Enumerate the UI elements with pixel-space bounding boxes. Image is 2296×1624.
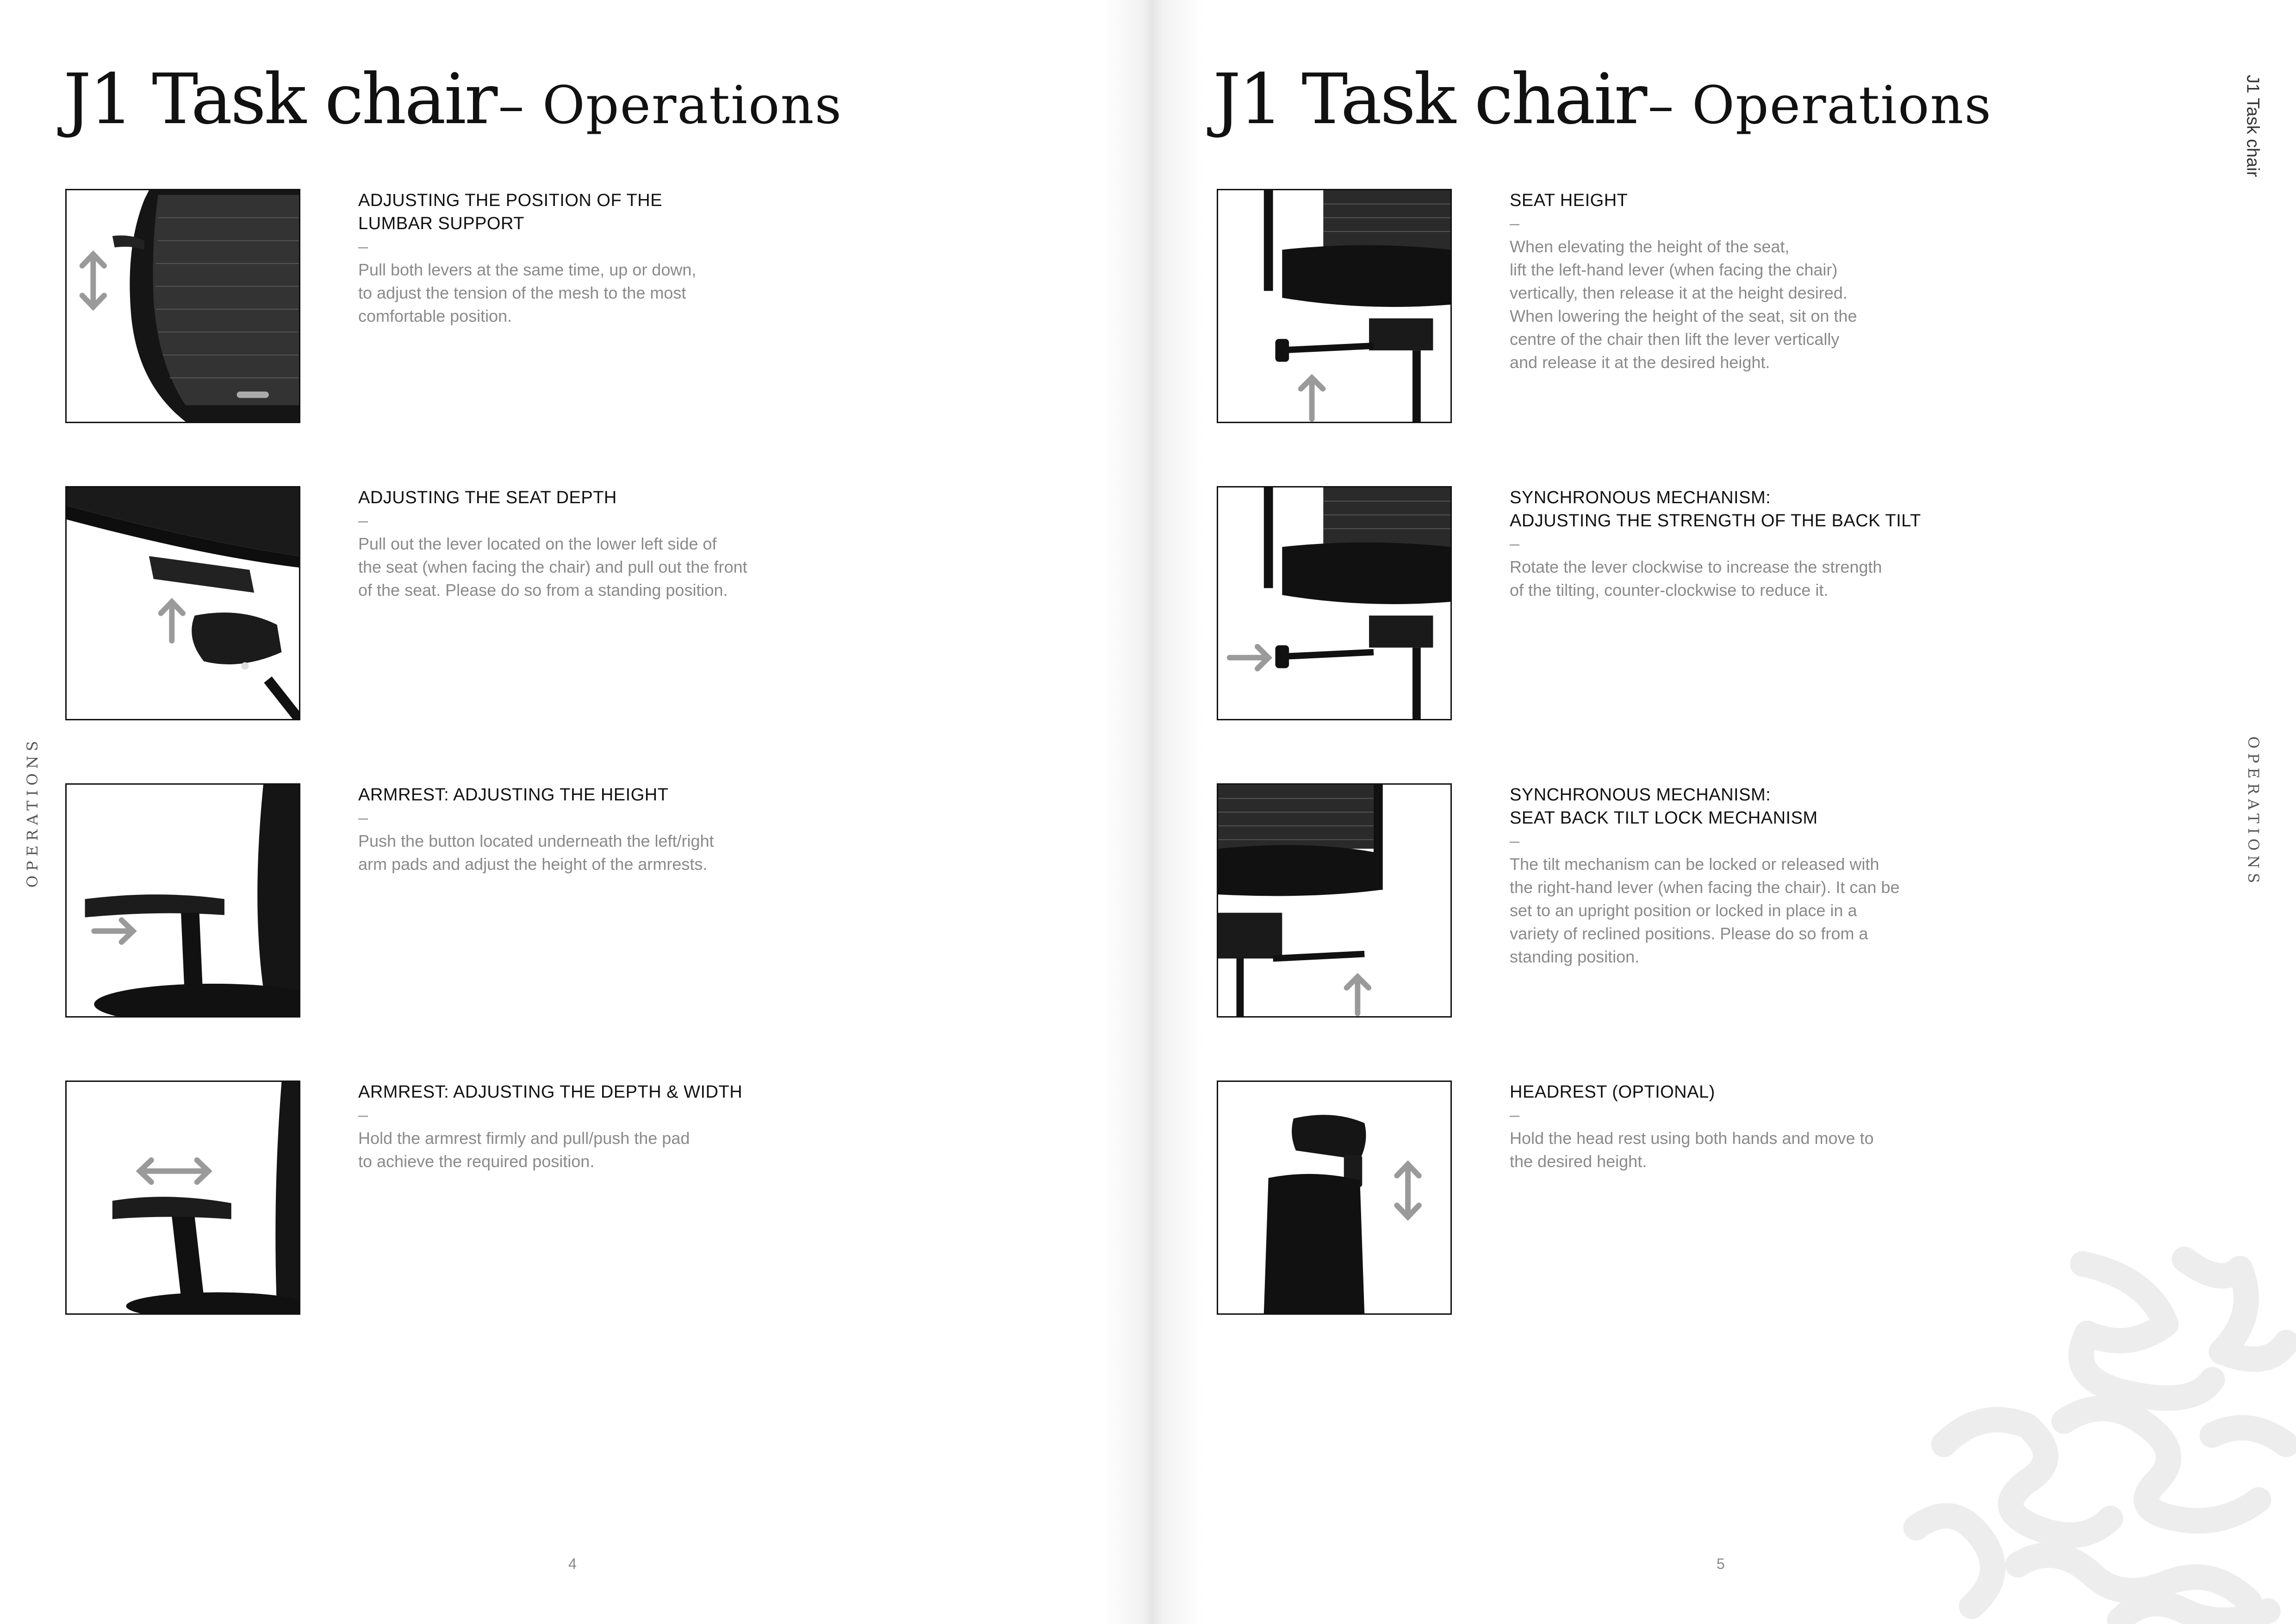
- item-body: Hold the armrest firmly and pull/push the pad to achieve the required position.: [358, 1129, 690, 1171]
- item-body: Pull both levers at the same time, up or down, to adjust the tension of the mesh to the most comfortable position.: [358, 260, 697, 325]
- title-main: J1 Task chair: [1213, 59, 1646, 140]
- side-section-label: OPERATIONS: [2245, 736, 2262, 888]
- item-heading: HEADREST (OPTIONAL): [1510, 1082, 1715, 1102]
- side-section-label: OPERATIONS: [24, 736, 41, 888]
- item-dash: –: [358, 511, 368, 531]
- item-body: Push the button located underneath the left/right arm pads and adjust the height of the armrests.: [358, 831, 714, 874]
- item-dash: –: [358, 1106, 368, 1125]
- title-sub: – Operations: [1648, 75, 1992, 136]
- item-text: [358, 783, 789, 876]
- item-body: Rotate the lever clockwise to increase the strength of the tilting, counter-clockwise to reduce it.: [1510, 557, 1882, 600]
- item-dash: –: [1510, 214, 1520, 233]
- item-heading: SEAT HEIGHT: [1510, 191, 1628, 210]
- item-body: The tilt mechanism can be locked or released with the right-hand lever (when facing the chair). It can be set to an upright position or locked in place in a variety of reclined positions. Please do so from a standing position.: [1510, 855, 1900, 966]
- item-body: Hold the head rest using both hands and move to the desired height.: [1510, 1129, 1874, 1171]
- item-body: Pull out the lever located on the lower left side of the seat (when facing the chair) and pull out the front of the seat. Please do so from a standing position.: [358, 534, 747, 600]
- back-tilt-strength-photo: [1217, 486, 1452, 720]
- item-dash: –: [358, 808, 368, 828]
- running-header: J1 Task chair: [2243, 75, 2263, 177]
- item-text: [358, 486, 789, 602]
- item-heading: ADJUSTING THE POSITION OF THE LUMBAR SUPPORT: [358, 191, 663, 233]
- decorative-lettering-watermark: [1888, 1241, 2296, 1624]
- armrest-height-photo: [65, 783, 300, 1018]
- headrest-photo: [1217, 1081, 1452, 1315]
- item-text: [358, 189, 789, 328]
- chair-back-lumbar-photo: [65, 189, 300, 423]
- item-heading: SYNCHRONOUS MECHANISM: SEAT BACK TILT LOCK MECHANISM: [1510, 785, 1818, 828]
- item-dash: –: [1510, 534, 1520, 554]
- item-dash: –: [1510, 1106, 1520, 1125]
- title-sub: – Operations: [498, 75, 843, 136]
- item-dash: –: [358, 237, 368, 256]
- item-body: When elevating the height of the seat, lift the left-hand lever (when facing the chair) vertically, then release it at the height desired. When lowering the height of the seat, sit on the centre of the chair then lift the lever vertically and release it at the desired height.: [1510, 237, 1857, 372]
- item-text: [1510, 189, 1940, 374]
- tilt-lock-lever-photo: [1217, 783, 1452, 1018]
- item-dash: –: [1510, 831, 1520, 851]
- seat-height-lever-photo: [1217, 189, 1452, 423]
- title-main: J1 Task chair: [63, 59, 496, 140]
- item-heading: SYNCHRONOUS MECHANISM: ADJUSTING THE STRENGTH OF THE BACK TILT: [1510, 488, 1921, 531]
- page-number: 5: [1717, 1555, 1725, 1572]
- item-heading: ADJUSTING THE SEAT DEPTH: [358, 488, 617, 507]
- item-heading: ARMREST: ADJUSTING THE HEIGHT: [358, 785, 669, 805]
- page-number: 4: [568, 1555, 577, 1572]
- item-text: [358, 1081, 789, 1173]
- item-text: [1510, 783, 1940, 968]
- item-heading: ARMREST: ADJUSTING THE DEPTH & WIDTH: [358, 1082, 743, 1102]
- armrest-depth-photo: [65, 1081, 300, 1315]
- item-text: [1510, 1081, 1940, 1173]
- page-title: [63, 59, 842, 140]
- seat-depth-lever-photo: [65, 486, 300, 720]
- item-text: [1510, 486, 1940, 602]
- page-title: [1213, 59, 1992, 140]
